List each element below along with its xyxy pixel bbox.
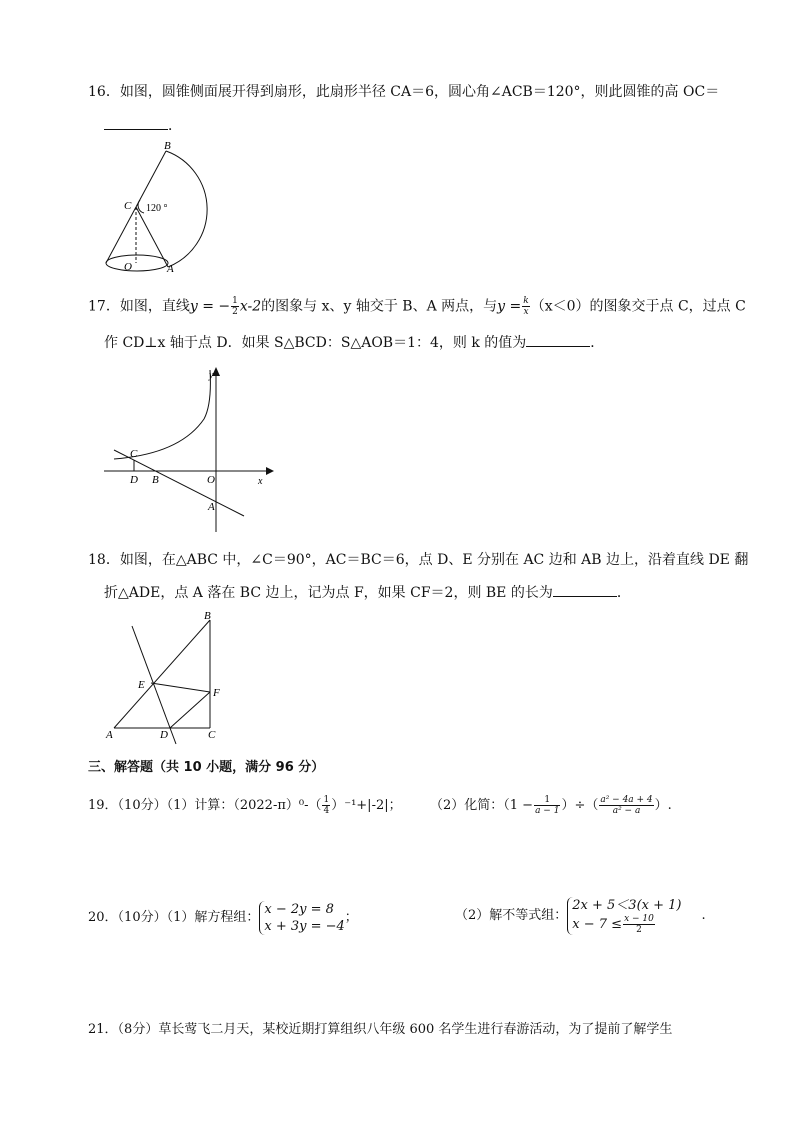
q16-answer-blank[interactable]	[104, 115, 168, 130]
q18-line2: 折△ADE，点 A 落在 BC 边上，记为点 F，如果 CF＝2，则 BE 的长为 ．	[104, 582, 631, 603]
section-3-heading: 三、解答题（共 10 小题，满分 96 分）	[88, 760, 325, 775]
q17-hyperbola	[114, 370, 210, 459]
q20-part1: 20．（10分）（1）解方程组： x − 2y = 8 x + 3y = −4 ；	[88, 901, 358, 934]
q16-label-C: C	[124, 200, 132, 212]
q17-x-arrow	[266, 467, 274, 475]
q17-line2: 作 CD⊥x 轴于点 D．如果 S△BCD：S△AOB＝1：4，则 k 的值为 ．	[104, 332, 604, 353]
q18-line1: 18．如图，在△ABC 中，∠C＝90°，AC＝BC＝6，点 D、E 分别在 AC 边和 AB 边上，沿着直线 DE 翻	[88, 552, 749, 568]
q18-segment-DF	[170, 692, 210, 728]
q18-answer-blank[interactable]	[553, 582, 617, 597]
q16-label-A: A	[167, 263, 174, 275]
q16-line1: 16．如图，圆锥侧面展开得到扇形，此扇形半径 CA＝6，圆心角∠ACB＝120°，则此圆锥的高 OC＝	[88, 84, 720, 100]
q16-label-B: B	[164, 140, 171, 152]
q16-cone-figure	[100, 138, 210, 278]
q17-label-O: O	[207, 474, 215, 486]
q17-graph-figure	[100, 364, 275, 534]
q16-base-ellipse	[106, 255, 168, 271]
q16-label-O: O	[124, 261, 132, 273]
q16-line-CB	[136, 151, 166, 207]
q17-label-C: C	[130, 448, 138, 460]
q16-line-CA	[136, 207, 168, 267]
q18-label-E: E	[138, 679, 145, 691]
q16-angle-arc	[138, 200, 144, 213]
q20-inequality-system: 2x + 5＜3(x + 1) x − 7 ≤ $\frac{x - 10}{2}$	[567, 897, 681, 935]
q19-part2: （2）化简：（1 − $\frac{1}{a - 1}$ ）÷（ $\frac{\text{a² − 4a + 4}}{\text{a² − a}}$ ）.	[430, 795, 672, 816]
q18-segment-EF	[151, 683, 210, 692]
q16-sector-arc	[166, 151, 207, 267]
q17-label-D: D	[130, 474, 138, 486]
q17-label-B: B	[152, 474, 159, 486]
q20-equation-system: x − 2y = 8 x + 3y = −4	[259, 901, 344, 935]
q18-triangle-figure	[100, 608, 230, 748]
q20-part2: （2）解不等式组： 2x + 5＜3(x + 1) x − 7 ≤ $\frac{x - 10}{2}$ .	[455, 897, 706, 935]
q18-label-B: B	[204, 610, 211, 622]
q16-label-angle: 120 °	[146, 203, 168, 214]
q17-line1: 17．如图，直线y = − $\frac{1}{2}$ x-2的图象与 x、y 轴交于 B、A 两点，与y = $\frac{k}{x}$ （x＜0）的图象交于点 C，过点 C	[88, 296, 746, 317]
q18-label-D: D	[160, 729, 168, 741]
q17-label-y: y	[209, 370, 214, 381]
q18-label-A: A	[106, 729, 113, 741]
q18-label-F: F	[213, 687, 220, 699]
q16-line-C-left	[106, 207, 136, 263]
q17-label-x: x	[258, 476, 263, 487]
q17-label-A: A	[208, 501, 215, 513]
q18-side-AB	[114, 620, 210, 728]
q19-part1: 19．（10分）（1）计算：（2022-π）⁰-（ $\frac{1}{4}$ ）⁻¹+|-2|；	[88, 795, 402, 816]
q18-label-C: C	[208, 729, 216, 741]
q21-line1: 21．（8分）草长莺飞二月天，某校近期打算组织八年级 600 名学生进行春游活动，为了提前了解学生	[88, 1022, 673, 1037]
q16-line2: ．	[104, 115, 182, 136]
q17-answer-blank[interactable]	[526, 332, 590, 347]
